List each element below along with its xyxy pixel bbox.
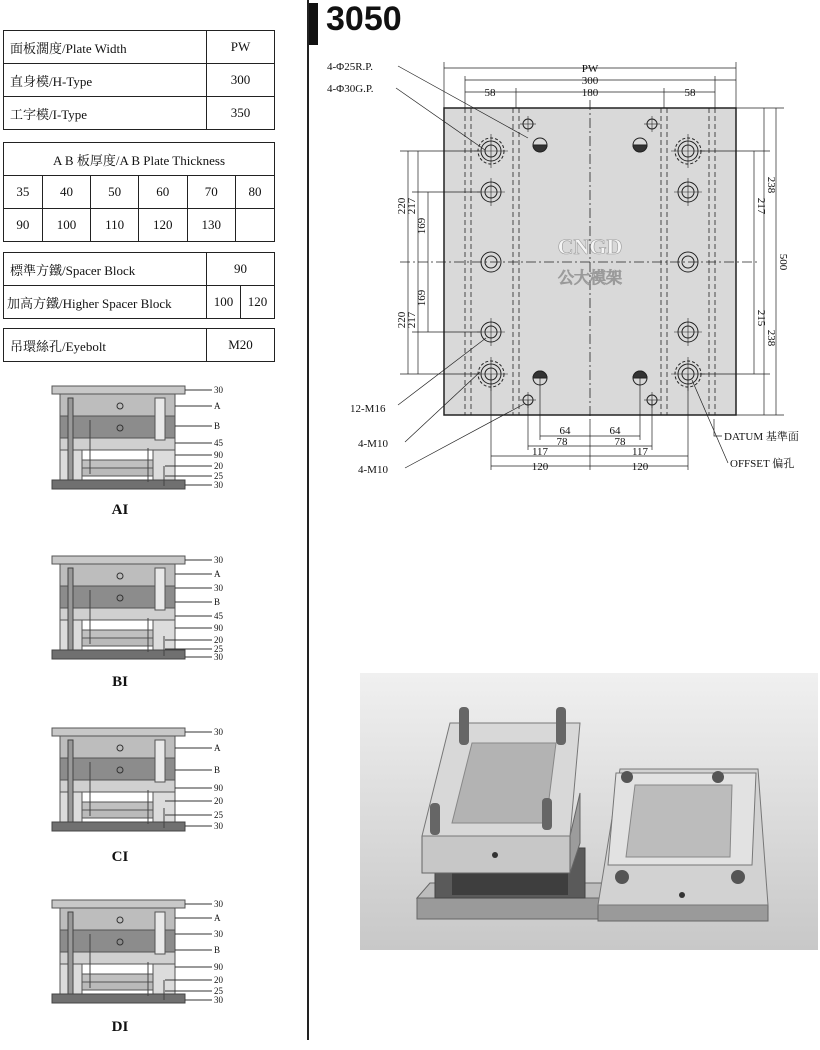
layer-label: 30 bbox=[214, 385, 223, 395]
thickness-cell: 90 bbox=[4, 209, 43, 242]
mold-type-diagrams bbox=[0, 370, 300, 1050]
eyebolt-table bbox=[3, 328, 275, 362]
dim-220-bottom: 220 bbox=[396, 311, 408, 329]
dim-120-right: 120 bbox=[631, 461, 649, 473]
layer-label: 25 bbox=[214, 810, 223, 820]
layer-label: B bbox=[214, 765, 221, 775]
layer-label: 25 bbox=[214, 471, 223, 481]
type-label-ci: CI bbox=[111, 849, 129, 865]
higher-spacer-value: 120 bbox=[241, 286, 275, 319]
callout-m10-a: 4-M10 bbox=[358, 438, 388, 450]
layer-label: 20 bbox=[214, 461, 223, 471]
dim-217-top: 217 bbox=[406, 197, 418, 215]
dim-180: 180 bbox=[581, 87, 599, 99]
dim-169-bottom: 169 bbox=[416, 289, 428, 307]
thickness-cell: 50 bbox=[91, 176, 139, 209]
dim-64-left: 64 bbox=[559, 425, 571, 437]
page-divider bbox=[307, 0, 309, 1040]
technical-drawing bbox=[310, 50, 820, 520]
layer-label: A bbox=[214, 913, 221, 923]
layer-label: 20 bbox=[214, 975, 223, 985]
h-type-value: 300 bbox=[207, 64, 275, 97]
layer-label: B bbox=[214, 597, 221, 607]
callout-offset: OFFSET 偏孔 bbox=[730, 458, 795, 470]
page-title: 3050 bbox=[326, 0, 402, 38]
dim-58-left: 58 bbox=[484, 87, 496, 99]
callout-datum: DATUM 基準面 bbox=[724, 431, 799, 443]
callout-gp: 4-Φ30G.P. bbox=[327, 83, 374, 95]
plate-width-label: 面板濶度/Plate Width bbox=[4, 31, 207, 64]
thickness-cell: 80 bbox=[236, 176, 275, 209]
thickness-cell: 130 bbox=[187, 209, 235, 242]
spacer-table bbox=[3, 252, 275, 319]
plate-width-value: PW bbox=[207, 31, 275, 64]
layer-label: 45 bbox=[214, 611, 223, 621]
spacer-label: 標準方鐵/Spacer Block bbox=[4, 253, 207, 286]
dim-78-left: 78 bbox=[556, 436, 568, 448]
mold-type-di bbox=[52, 899, 224, 1005]
type-label-di: DI bbox=[111, 1019, 129, 1035]
ab-thickness-table bbox=[3, 142, 275, 242]
layer-label: 30 bbox=[214, 652, 223, 662]
dim-215: 215 bbox=[755, 309, 767, 327]
spacer-value: 90 bbox=[207, 253, 275, 286]
layer-label: 90 bbox=[214, 450, 223, 460]
h-type-label: 直身模/H-Type bbox=[4, 64, 207, 97]
eyebolt-value: M20 bbox=[207, 329, 275, 362]
layer-label: B bbox=[214, 421, 221, 431]
type-label-bi: BI bbox=[112, 674, 128, 690]
layer-label: 30 bbox=[214, 821, 223, 831]
dim-117-left: 117 bbox=[531, 446, 549, 458]
dim-300: 300 bbox=[581, 75, 599, 87]
layer-label: 30 bbox=[214, 899, 223, 909]
dim-64-right: 64 bbox=[609, 425, 621, 437]
higher-spacer-label: 加高方鐵/Higher Spacer Block bbox=[4, 286, 207, 319]
higher-spacer-value: 100 bbox=[207, 286, 241, 319]
layer-label: 20 bbox=[214, 635, 223, 645]
dim-117-right: 117 bbox=[631, 446, 649, 458]
layer-label: 30 bbox=[214, 929, 223, 939]
callout-m10-b: 4-M10 bbox=[358, 464, 388, 476]
thickness-empty-cell bbox=[236, 209, 275, 242]
layer-label: B bbox=[214, 945, 221, 955]
dim-217-right: 217 bbox=[755, 197, 767, 215]
layer-label: 30 bbox=[214, 727, 223, 737]
plate-width-table bbox=[3, 30, 275, 130]
i-type-value: 350 bbox=[207, 97, 275, 130]
thickness-cell: 100 bbox=[42, 209, 90, 242]
mold-type-ai bbox=[52, 385, 224, 490]
layer-label: 25 bbox=[214, 644, 223, 654]
layer-label: 25 bbox=[214, 986, 223, 996]
thickness-cell: 70 bbox=[187, 176, 235, 209]
layer-label: 90 bbox=[214, 783, 223, 793]
thickness-cell: 35 bbox=[4, 176, 43, 209]
thickness-cell: 110 bbox=[91, 209, 139, 242]
thickness-cell: 120 bbox=[139, 209, 187, 242]
dim-120-left: 120 bbox=[531, 461, 549, 473]
layer-label: 30 bbox=[214, 995, 223, 1005]
logo-brand: CNGD bbox=[557, 234, 623, 259]
mold-type-bi bbox=[52, 555, 224, 662]
thickness-cell: 40 bbox=[42, 176, 90, 209]
dim-238-top: 238 bbox=[765, 176, 777, 194]
product-photo bbox=[360, 673, 818, 950]
layer-label: 20 bbox=[214, 796, 223, 806]
type-label-ai: AI bbox=[111, 502, 129, 518]
layer-label: 90 bbox=[214, 962, 223, 972]
layer-label: 30 bbox=[214, 555, 223, 565]
eyebolt-label: 吊環絲孔/Eyebolt bbox=[4, 329, 207, 362]
layer-label: A bbox=[214, 743, 221, 753]
title-bar bbox=[309, 3, 318, 45]
dim-pw: PW bbox=[581, 63, 599, 75]
dim-220-top: 220 bbox=[396, 197, 408, 215]
callout-rp: 4-Φ25R.P. bbox=[327, 61, 373, 73]
thickness-cell: 60 bbox=[139, 176, 187, 209]
dim-169-top: 169 bbox=[416, 217, 428, 235]
i-type-label: 工字模/I-Type bbox=[4, 97, 207, 130]
logo-cn: 公大模架 bbox=[557, 270, 623, 287]
callout-m16: 12-M16 bbox=[350, 403, 386, 415]
layer-label: 90 bbox=[214, 623, 223, 633]
layer-label: A bbox=[214, 401, 221, 411]
dim-58-right: 58 bbox=[684, 87, 696, 99]
dim-238-bottom: 238 bbox=[765, 329, 777, 347]
layer-label: A bbox=[214, 569, 221, 579]
ab-thickness-label: A B 板厚度/A B Plate Thickness bbox=[4, 143, 275, 176]
dim-500: 500 bbox=[777, 253, 789, 271]
mold-type-ci bbox=[52, 727, 224, 831]
mold-photo-illustration bbox=[360, 673, 818, 950]
dim-78-right: 78 bbox=[614, 436, 626, 448]
layer-label: 30 bbox=[214, 583, 223, 593]
dim-217-bottom: 217 bbox=[406, 311, 418, 329]
layer-label: 45 bbox=[214, 438, 223, 448]
layer-label: 30 bbox=[214, 480, 223, 490]
